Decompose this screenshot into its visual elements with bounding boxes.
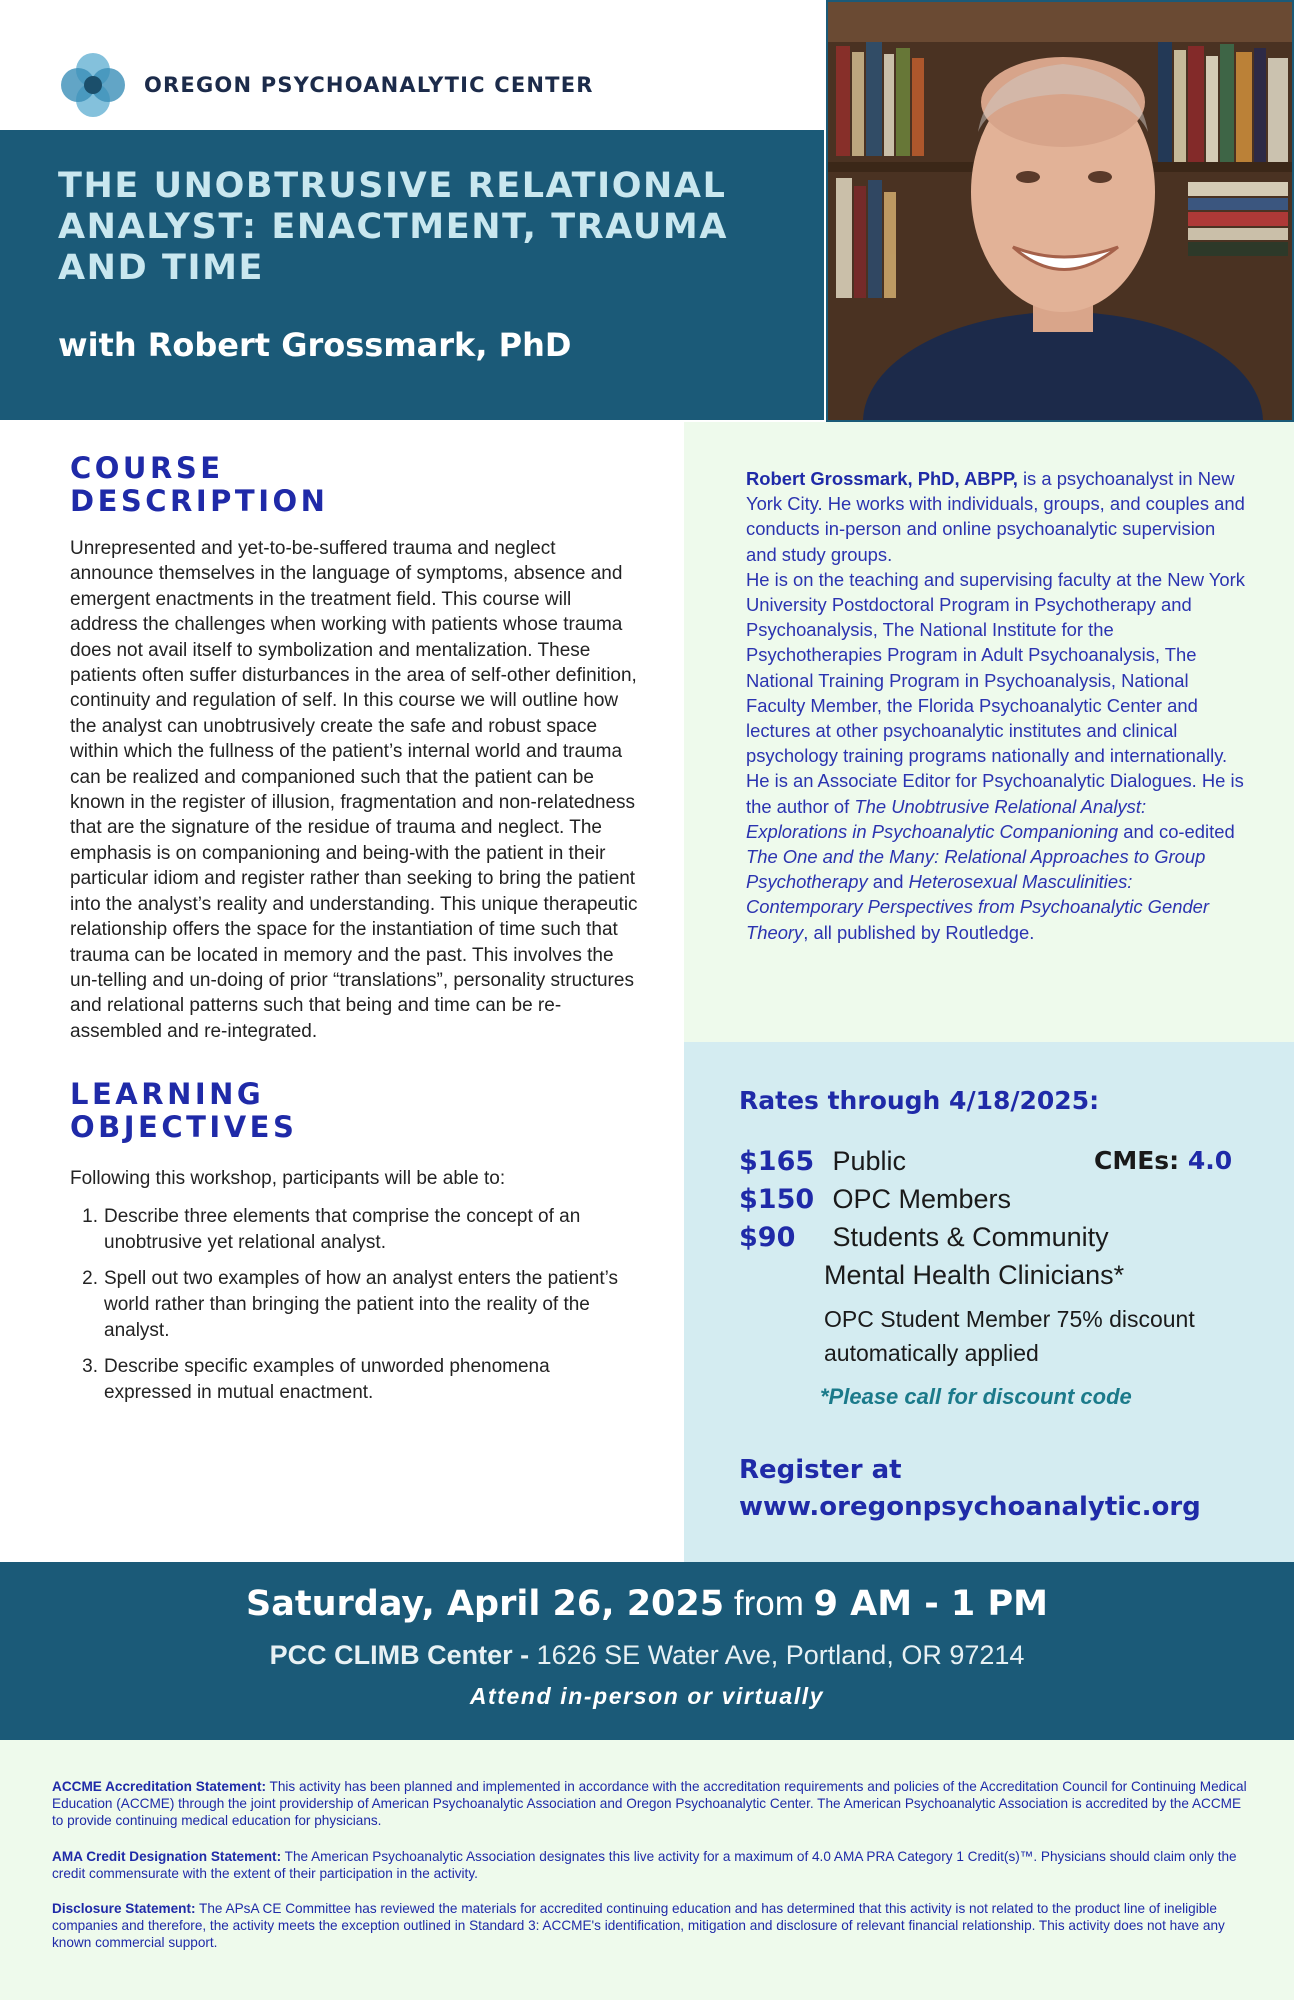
objective-item bbox=[70, 1354, 640, 1406]
objective-text: Describe specific examples of unworded phenomena expressed in mutual enactment. bbox=[104, 1356, 550, 1404]
objective-number: 3. bbox=[82, 1356, 98, 1378]
rate-price: $150 bbox=[739, 1184, 815, 1215]
objectives-intro: Following this workshop, participants will be able to: bbox=[70, 1168, 506, 1190]
rate-label: Students & Community bbox=[832, 1222, 1109, 1252]
venue-name: PCC CLIMB Center - bbox=[269, 1640, 530, 1670]
register-block bbox=[739, 1452, 1201, 1526]
discount-code-note: *Please call for discount code bbox=[820, 1384, 1132, 1409]
course-description: Unrepresented and yet-to-be-suffered trauma and neglect announce themselves in the language of symptoms, absence and emergent enactments in the treatment field. This course will address the challenges when working with patients whose trauma does not avail itself to symbolization and mentalization. These patients often suffer disturbances in the area of self-other definition, continuity and regulation of self. In this course we will outline how the analyst can unobtrusively create the safe and robust space within which the fullness of the patient’s internal world and trauma can be realized and companioned such that the patient can be known in the register of illusion, fragmentation and non-relatedness that are the signature of the residue of trauma and neglect. The emphasis is on companioning and being-with the patient in their particular idiom and register rather than seeking to bring the patient into the analyst’s reality and understanding. This unique therapeutic relationship offers the space for the instantiation of time such that trauma can be located in memory and the past. This involves the un-telling and un-doing of prior “translations”, personality structures and relational patterns such that being and time can be re-assembled and re-integrated. bbox=[70, 538, 638, 1042]
event-venue-line bbox=[0, 1640, 1294, 1671]
objective-number: 1. bbox=[82, 1206, 98, 1228]
event-date-line bbox=[0, 1584, 1294, 1624]
cme-label: CMEs: bbox=[1094, 1146, 1180, 1175]
objective-item bbox=[70, 1266, 640, 1344]
bio-book-2: The One and the Many: Relational Approaches to Group Psychotherapy bbox=[746, 846, 1206, 893]
event-title: THE UNOBTRUSIVE RELATIONAL ANALYST: ENACTMENT, TRAUMA AND TIME bbox=[58, 166, 729, 288]
rates-title: Rates through 4/18/2025: bbox=[739, 1086, 1100, 1115]
bio-connector: and bbox=[867, 871, 909, 893]
register-url-link[interactable]: www.oregonpsychoanalytic.org bbox=[739, 1492, 1201, 1522]
bio-paragraph-3: He is an Associate Editor for Psychoanalytic Dialogues. He is the author of bbox=[746, 770, 1244, 817]
bio-panel bbox=[684, 422, 1294, 1042]
event-details-band bbox=[0, 1562, 1294, 1740]
course-description-heading: COURSE DESCRIPTION bbox=[70, 451, 329, 518]
presenter-line: with Robert Grossmark, PhD bbox=[58, 326, 572, 364]
rate-row-public bbox=[739, 1146, 906, 1177]
ama-label: AMA Credit Designation Statement: bbox=[52, 1849, 282, 1864]
rate-label-line-2: Mental Health Clinicians* bbox=[824, 1260, 1125, 1290]
ama-text: The American Psychoanalytic Association designates this live activity for a maximum of 4.0 AMA PRA Category 1 Credit(s)™. Physicians should claim only the credit commensurate with the extent of their participation in the activity. bbox=[52, 1849, 1237, 1882]
disclosure-label: Disclosure Statement: bbox=[52, 1901, 196, 1916]
cme-credits bbox=[1094, 1146, 1232, 1175]
rate-row-students bbox=[739, 1222, 1109, 1253]
rate-row-members bbox=[739, 1184, 1011, 1215]
org-logo-row bbox=[58, 50, 594, 120]
objective-text: Describe three elements that comprise the concept of an unobtrusive yet relational analyst. bbox=[104, 1206, 581, 1254]
rate-price: $90 bbox=[739, 1222, 796, 1253]
rate-label: Public bbox=[832, 1146, 907, 1176]
objective-item bbox=[70, 1204, 640, 1256]
presenter-bio bbox=[746, 466, 1246, 945]
footer-statements bbox=[0, 1740, 1294, 2000]
objective-number: 2. bbox=[82, 1268, 98, 1290]
event-from: from bbox=[724, 1584, 814, 1623]
disclosure-text: The APsA CE Committee has reviewed the materials for accredited continuing education and has determined that this activity is not related to the product line of ineligible companies and therefore, the activity meets the exception outlined in Standard 3: ACCME's identification, mitigation and disclosure of relevant financial relationship. This activity does not have any known commercial support. bbox=[52, 1901, 1225, 1951]
bio-paragraph-2: He is on the teaching and supervising faculty at the New York University Postdoctoral Program in Psychotherapy and Psychoanalysis, The National Institute for the Psychotherapies Program in Adult Psychoanalysis, The National Training Program in Psychoanalysis, National Faculty Member, the Florida Psychoanalytic Center and lectures at other psychoanalytic institutes and clinical psychology training programs nationally and internationally. bbox=[746, 568, 1245, 767]
title-band bbox=[0, 130, 824, 420]
event-date: Saturday, April 26, 2025 bbox=[246, 1584, 725, 1624]
rate-label: OPC Members bbox=[832, 1184, 1012, 1214]
rate-price: $165 bbox=[739, 1146, 815, 1177]
bio-ending: , all published by Routledge. bbox=[803, 921, 1035, 943]
accme-label: ACCME Accreditation Statement: bbox=[52, 1779, 267, 1794]
cme-value: 4.0 bbox=[1187, 1146, 1233, 1175]
accme-statement bbox=[52, 1778, 1252, 1830]
attendance-mode: Attend in-person or virtually bbox=[469, 1683, 825, 1709]
left-column bbox=[70, 452, 640, 1416]
org-name: OREGON PSYCHOANALYTIC CENTER bbox=[144, 73, 594, 97]
bio-book-1: The Unobtrusive Relational Analyst: Explorations in Psychoanalytic Companioning bbox=[746, 795, 1147, 842]
disclosure-statement bbox=[52, 1900, 1252, 1952]
register-label: Register at bbox=[739, 1455, 902, 1485]
org-logo-icon bbox=[58, 50, 128, 120]
objectives-list bbox=[70, 1204, 640, 1406]
rates-panel bbox=[684, 1042, 1294, 1562]
bio-book-3: Heterosexual Masculinities: Contemporary Perspectives from Psychoanalytic Gender Theory bbox=[746, 871, 1210, 943]
bio-name: Robert Grossmark, PhD, ABPP, bbox=[746, 468, 1018, 489]
ama-statement bbox=[52, 1848, 1252, 1882]
accme-text: This activity has been planned and implemented in accordance with the accreditation requirements and policies of the Accreditation Council for Continuing Medical Education (ACCME) through the joint providership of American Psychoanalytic Association and Oregon Psychoanalytic Center. The American Psychoanalytic Association is accredited by the ACCME to provide continuing medical education for physicians. bbox=[52, 1779, 1247, 1829]
bio-paragraph-1: is a psychoanalyst in New York City. He works with individuals, groups, and couples and conducts in-person and online psychoanalytic supervision and study groups. bbox=[746, 468, 1245, 565]
objective-text: Spell out two examples of how an analyst enters the patient’s world rather than bringing the patient into the reality of the analyst. bbox=[104, 1268, 619, 1342]
presenter-photo bbox=[826, 0, 1294, 422]
bio-connector: and co-edited bbox=[1118, 820, 1235, 842]
learning-objectives-heading: LEARNING OBJECTIVES bbox=[70, 1077, 298, 1145]
event-time: 9 AM - 1 PM bbox=[813, 1584, 1048, 1624]
venue-address: 1626 SE Water Ave, Portland, OR 97214 bbox=[529, 1640, 1025, 1670]
student-discount-note: OPC Student Member 75% discount automatically applied bbox=[824, 1306, 1195, 1366]
